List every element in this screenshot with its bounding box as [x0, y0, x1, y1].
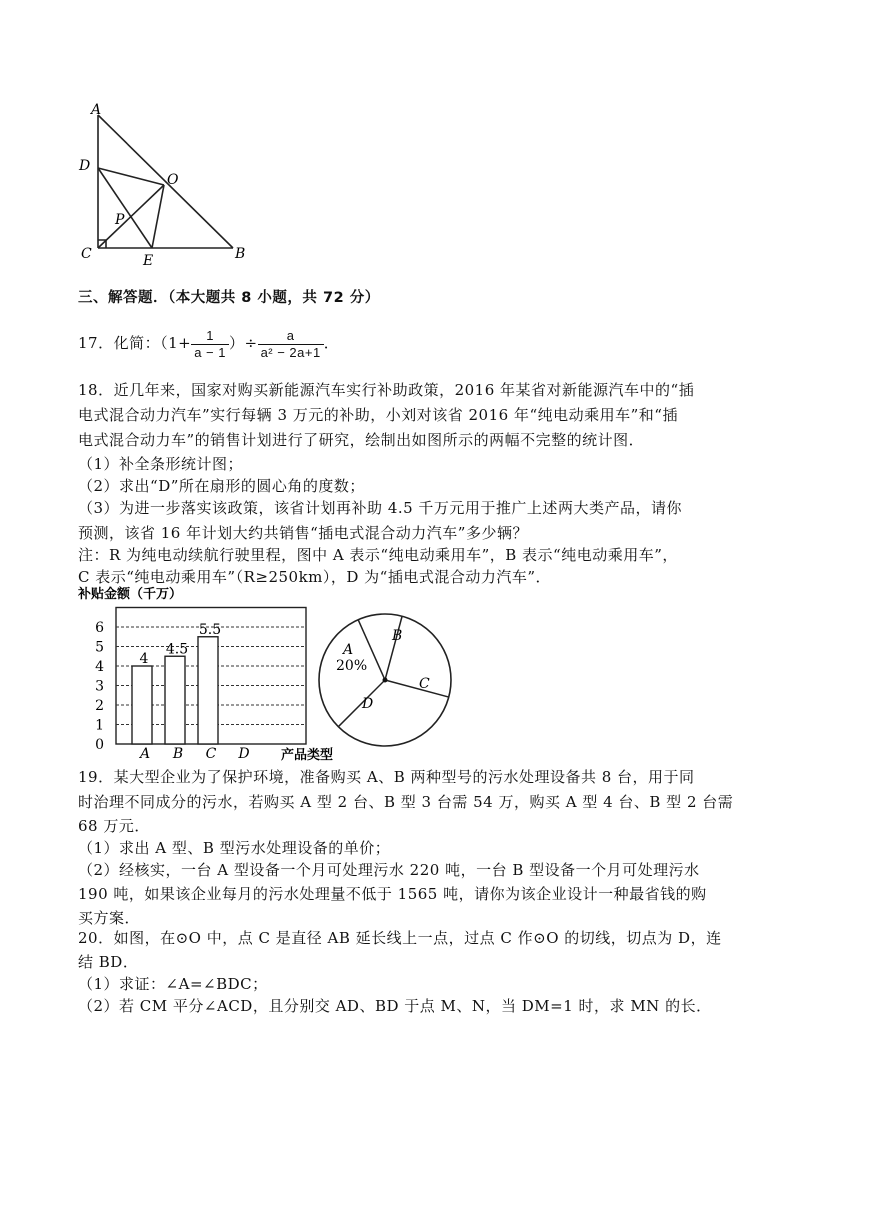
label-E: E: [143, 253, 154, 269]
pie-label-B: B: [392, 628, 403, 644]
q17-fraction-1: [191, 328, 229, 361]
q17-frac1-numerator: 1: [191, 328, 229, 345]
label-A: A: [91, 102, 102, 118]
q19-line-3: 68 万元．: [78, 817, 150, 835]
bar-chart-xlabel: 产品类型: [281, 748, 334, 763]
y-tick-label: 5: [95, 639, 104, 656]
y-tick-label: 6: [95, 620, 104, 636]
bar-A: [132, 666, 152, 744]
q17-prefix: 17．化简：（1+: [78, 334, 192, 352]
geometry-figure: [75, 100, 265, 270]
q17-mid: ）÷: [228, 334, 258, 352]
q20-line-4: （2）若 CM 平分∠ACD，且分别交 AD、BD 于点 M、N，当 DM=1 时，求 MN 的长．: [78, 997, 712, 1015]
y-tick-label: 2: [95, 698, 104, 714]
q17-suffix: ．: [323, 334, 340, 352]
bar-value-label: 4: [139, 651, 149, 667]
q20-line-2: 结 BD．: [78, 953, 139, 971]
q18-line-1: 18．近几年来，国家对购买新能源汽车实行补助政策，2016 年某省对新能源汽车中的“插: [78, 381, 695, 399]
q18-line-4: （1）补全条形统计图；: [78, 455, 244, 473]
q18-line-9: C 表示“纯电动乘用车”（R≥250km），D 为“插电式混合动力汽车”．: [78, 568, 552, 586]
x-tick-label: A: [139, 746, 151, 762]
label-C: C: [81, 246, 92, 262]
y-tick-label: 1: [95, 717, 104, 734]
bar-B: [165, 656, 185, 744]
label-O: O: [167, 172, 179, 188]
pie-center: [383, 678, 388, 683]
x-tick-label: C: [205, 746, 217, 762]
pie-label-A: A: [343, 642, 354, 658]
x-tick-label: B: [172, 746, 184, 762]
q18-line-7: 预测，该省 16 年计划大约共销售“插电式混合动力汽车”多少辆？: [78, 524, 528, 542]
q19-line-5: （2）经核实，一台 A 型设备一个月可处理污水 220 吨，一台 B 型设备一个月可处理污水: [78, 861, 700, 879]
label-P: P: [115, 212, 125, 228]
q18-line-6: （3）为进一步落实该政策，该省计划再补助 4.5 千万元用于推广上述两大类产品，请你: [78, 499, 682, 517]
q20-line-3: （1）求证：∠A=∠BDC；: [78, 975, 268, 993]
q17-fraction-2: [258, 328, 324, 361]
bar-C: [198, 637, 218, 744]
q19-line-2: 时治理不同成分的污水，若购买 A 型 2 台、B 型 3 台需 54 万，购买 A 型 4 台、B 型 2 台需: [78, 793, 734, 811]
x-tick-label: D: [238, 746, 250, 762]
q18-line-5: （2）求出“D”所在扇形的圆心角的度数；: [78, 477, 365, 495]
pie-label-C: C: [419, 676, 430, 692]
question-17: [78, 324, 339, 362]
q20-line-1: 20．如图，在⊙O 中，点 C 是直径 AB 延长线上一点，过点 C 作⊙O 的切线，切点为 D，连: [78, 929, 722, 947]
label-B: B: [235, 246, 246, 262]
label-D: D: [79, 158, 91, 174]
q19-line-4: （1）求出 A 型、B 型污水处理设备的单价；: [78, 839, 391, 857]
q18-line-2: 电式混合动力汽车”实行每辆 3 万元的补助，小刘对该省 2016 年“纯电动乘用车”和“插: [78, 406, 678, 424]
bar-chart-title: 补贴金额（千万）: [78, 587, 183, 602]
y-tick-label: 4: [95, 659, 104, 675]
pie-chart: [312, 606, 462, 756]
bar-chart: [76, 584, 346, 764]
bar-value-label: 5.5: [198, 621, 222, 638]
y-tick-label: 3: [95, 678, 104, 695]
pie-divider: [385, 680, 449, 697]
pie-divider: [385, 616, 402, 680]
pie-label-D: D: [362, 696, 374, 712]
q18-line-8: 注：R 为纯电动续航行驶里程，图中 A 表示“纯电动乘用车”，B 表示“纯电动乘用车”，: [78, 546, 678, 564]
pie-percent-A: 20%: [336, 658, 368, 674]
q19-line-7: 买方案．: [78, 909, 141, 927]
y-tick-label: 0: [95, 737, 104, 753]
q18-line-3: 电式混合动力车”的销售计划进行了研究，绘制出如图所示的两幅不完整的统计图．: [78, 431, 645, 449]
q19-line-1: 19．某大型企业为了保护环境，准备购买 A、B 两种型号的污水处理设备共 8 台，用于同: [78, 768, 695, 786]
q17-frac2-denominator: a² − 2a+1: [260, 344, 321, 360]
q19-line-6: 190 吨，如果该企业每月的污水处理量不低于 1565 吨，请你为该企业设计一种最省钱的购: [78, 885, 707, 903]
q17-frac1-denominator: a − 1: [194, 344, 226, 360]
section-header: 三、解答题．（本大题共 8 小题，共 72 分）: [78, 290, 380, 306]
bar-value-label: 4.5: [165, 641, 189, 658]
q17-frac2-numerator: a: [258, 328, 324, 345]
